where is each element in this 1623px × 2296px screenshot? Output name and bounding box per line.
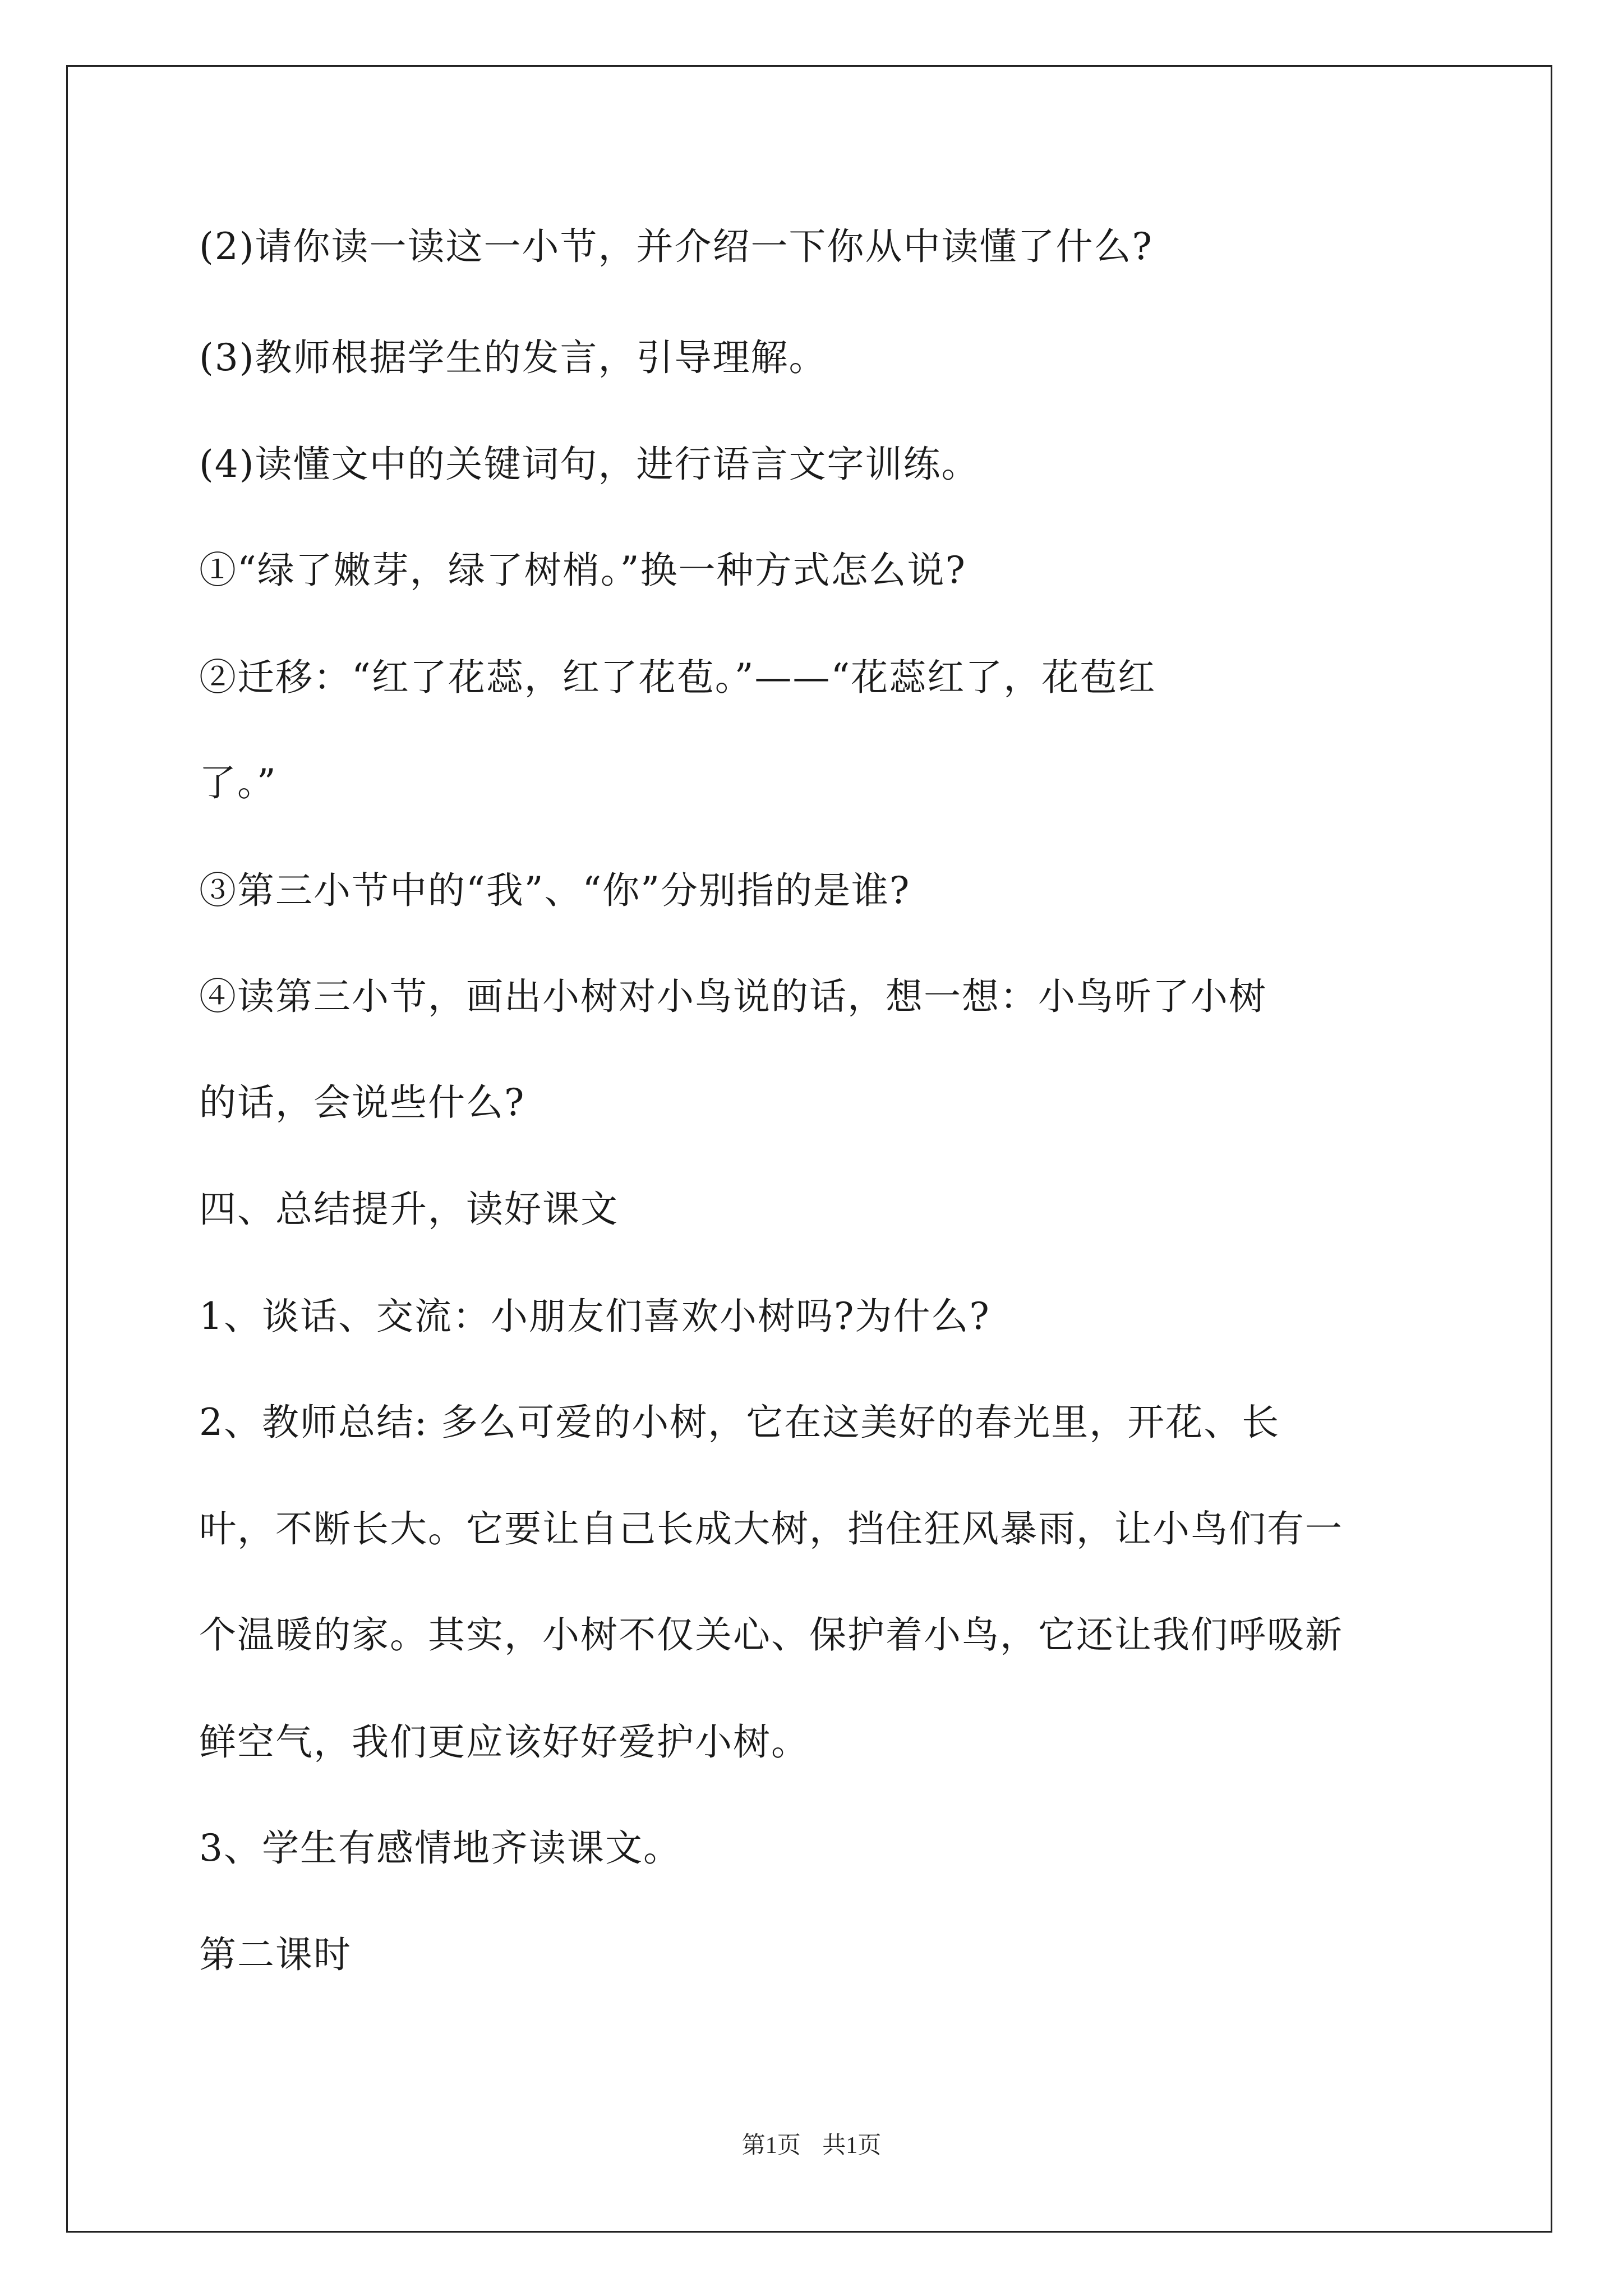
paragraph-7-line-1: ④读第三小节，画出小树对小鸟说的话，想一想：小鸟听了小树 — [199, 975, 1267, 1018]
page-total: 共1页 — [822, 2133, 882, 2159]
lesson-heading: 第二课时 — [199, 1933, 352, 1976]
paragraph-7-line-2: 的话，会说些什么? — [199, 1081, 525, 1124]
paragraph-11: 3、学生有感情地齐读课文。 — [199, 1826, 681, 1870]
paragraph-5-line-2: 了。” — [199, 761, 277, 804]
paragraph-9: 1、谈话、交流：小朋友们喜欢小树吗?为什么? — [199, 1295, 990, 1338]
page-current: 第1页 — [741, 2133, 801, 2159]
page-footer — [0, 2129, 1623, 2162]
paragraph-5-line-1: ②迁移：“红了花蕊，红了花苞。”——“花蕊红了，花苞红 — [199, 656, 1156, 699]
paragraph-6: ③第三小节中的“我”、“你”分别指的是谁? — [199, 869, 911, 912]
paragraph-1: (2)请你读一读这一小节，并介绍一下你从中读懂了什么? — [199, 225, 1153, 268]
paragraph-3: (4)读懂文中的关键词句，进行语言文字训练。 — [199, 443, 980, 486]
paragraph-10-line-1: 2、教师总结: 多么可爱的小树，它在这美好的春光里，开花、长 — [199, 1401, 1280, 1444]
paragraph-10-line-2: 叶，不断长大。它要让自己长成大树，挡住狂风暴雨，让小鸟们有一 — [199, 1507, 1343, 1550]
paragraph-2: (3)教师根据学生的发言，引导理解。 — [199, 336, 827, 379]
paragraph-10-line-4: 鲜空气，我们更应该好好爱护小树。 — [199, 1720, 809, 1764]
paragraph-10-line-3: 个温暖的家。其实，小树不仅关心、保护着小鸟，它还让我们呼吸新 — [199, 1613, 1343, 1657]
paragraph-4: ①“绿了嫩芽，绿了树梢。”换一种方式怎么说? — [199, 549, 966, 592]
section-heading: 四、总结提升，读好课文 — [199, 1188, 619, 1231]
page-border — [66, 65, 1552, 2233]
